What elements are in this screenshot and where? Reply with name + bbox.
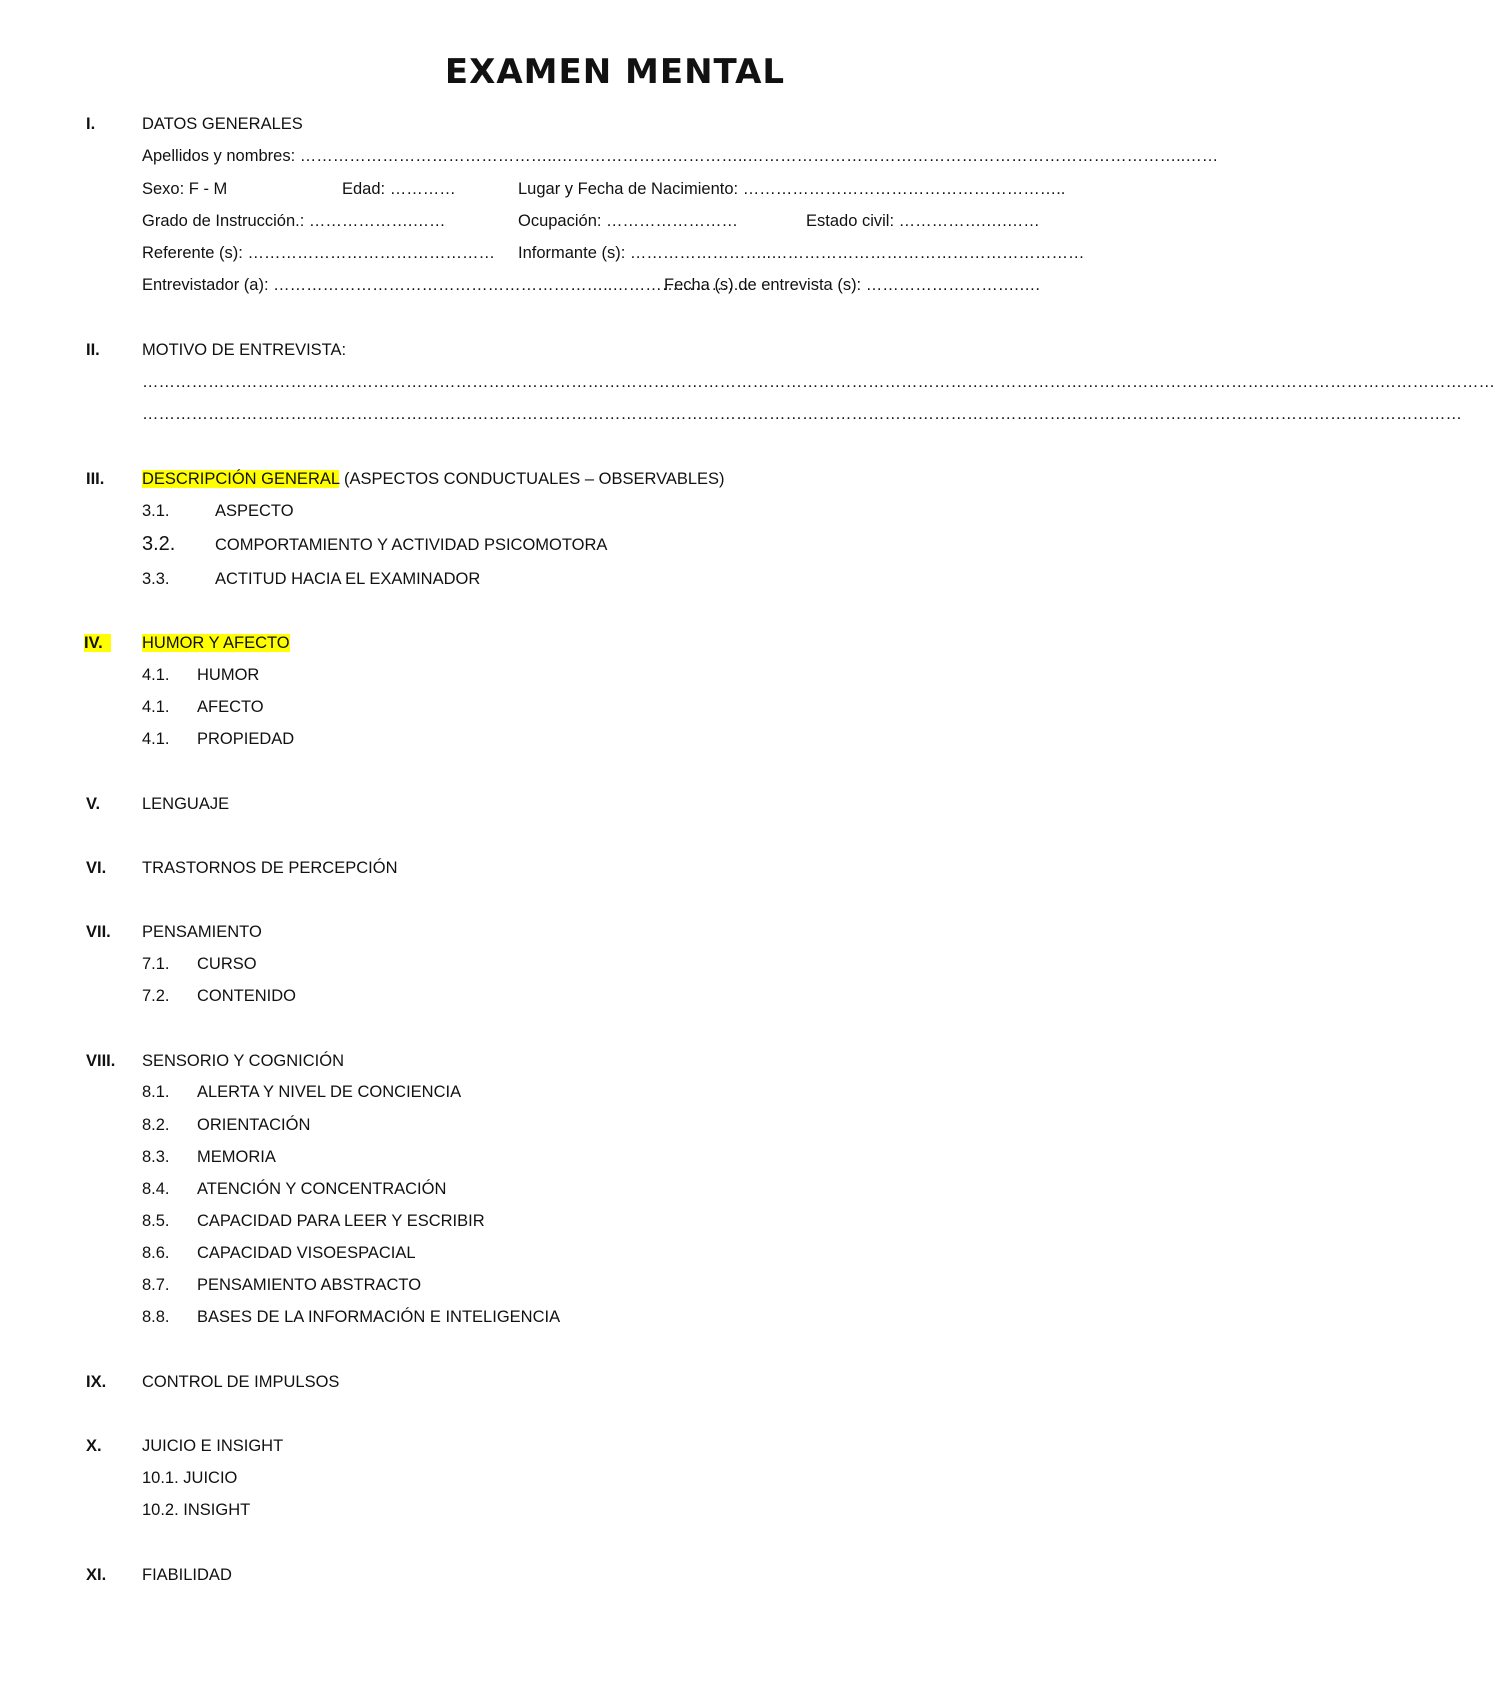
subsection-label: 10.2. INSIGHT <box>142 1501 251 1519</box>
subsection-label: 10.1. JUICIO <box>142 1469 238 1487</box>
section-number: VII. <box>86 923 111 941</box>
subsection-label: HUMOR <box>197 666 260 684</box>
subsection-label: ORIENTACIÓN <box>197 1116 311 1134</box>
subsection-number: 7.2. <box>142 987 170 1005</box>
document-title: EXAMEN MENTAL <box>444 52 786 92</box>
subsection-number: 3.2. <box>142 533 176 555</box>
field-lugar-fecha-nacimiento: Lugar y Fecha de Nacimiento: ………………………………………………….. <box>518 180 1066 198</box>
subsection-label: BASES DE LA INFORMACIÓN E INTELIGENCIA <box>197 1308 561 1326</box>
field-estado-civil: Estado civil: …………….….…… <box>806 212 1040 230</box>
highlighted-title: HUMOR Y AFECTO <box>142 634 290 652</box>
section-title <box>142 634 290 653</box>
section-number: V. <box>86 795 101 813</box>
subsection-label: ACTITUD HACIA EL EXAMINADOR <box>215 570 481 588</box>
subsection-number: 8.3. <box>142 1148 170 1166</box>
subsection-label: PROPIEDAD <box>197 730 295 748</box>
section-title: CONTROL DE IMPULSOS <box>142 1373 340 1391</box>
section-title: PENSAMIENTO <box>142 923 262 941</box>
subsection-number: 8.7. <box>142 1276 170 1294</box>
subsection-number: 8.8. <box>142 1308 170 1326</box>
highlighted-number: IV. <box>84 634 111 652</box>
subsection-label: AFECTO <box>197 698 264 716</box>
subsection-number: 8.1. <box>142 1083 170 1101</box>
section-number <box>84 634 111 653</box>
subsection-number: 4.1. <box>142 730 170 748</box>
subsection-label: MEMORIA <box>197 1148 276 1166</box>
section-number: I. <box>86 115 96 133</box>
subsection-label: PENSAMIENTO ABSTRACTO <box>197 1276 422 1294</box>
subsection-label: ALERTA Y NIVEL DE CONCIENCIA <box>197 1083 462 1101</box>
field-apellidos: Apellidos y nombres: ………………………………………..……………………………..……………………………………………………………………..…… <box>142 147 1219 165</box>
subsection-number: 4.1. <box>142 666 170 684</box>
field-sexo: Sexo: F - M <box>142 180 228 198</box>
subsection-label: ASPECTO <box>215 502 294 520</box>
section-title: SENSORIO Y COGNICIÓN <box>142 1052 345 1070</box>
section-number: VI. <box>86 859 107 877</box>
subsection-number: 3.1. <box>142 502 170 520</box>
subsection-number: 8.6. <box>142 1244 170 1262</box>
field-ocupacion: Ocupación: …………………… <box>518 212 739 230</box>
field-edad: Edad: ………… <box>342 180 456 198</box>
section-number: IX. <box>86 1373 107 1391</box>
dotted-line: …………………………………………………………………………………………………………………………………………………………………………………………………………………… <box>142 405 1462 423</box>
subsection-number: 8.5. <box>142 1212 170 1230</box>
subsection-label: CURSO <box>197 955 257 973</box>
subsection-label: COMPORTAMIENTO Y ACTIVIDAD PSICOMOTORA <box>215 536 608 554</box>
section-number: X. <box>86 1437 102 1455</box>
field-referente: Referente (s): ……………………………………… <box>142 244 495 262</box>
field-fecha-entrevista: Fecha (s) de entrevista (s): ……………………….…. <box>664 276 1040 294</box>
subsection-label: CAPACIDAD VISOESPACIAL <box>197 1244 416 1262</box>
section-title: LENGUAJE <box>142 795 230 813</box>
subsection-number: 8.2. <box>142 1116 170 1134</box>
subsection-number: 7.1. <box>142 955 170 973</box>
section-title: MOTIVO DE ENTREVISTA: <box>142 341 347 359</box>
field-entrevistador: Entrevistador (a): ……………………………………………………..……………………. <box>142 276 749 294</box>
subsection-label: CAPACIDAD PARA LEER Y ESCRIBIR <box>197 1212 485 1230</box>
dotted-line: ………………………………………………………………………………………………………………………………………………………………………………………………………………………… <box>142 373 1495 391</box>
section-title: TRASTORNOS DE PERCEPCIÓN <box>142 859 398 877</box>
field-grado-instruccion: Grado de Instrucción.: ……………….…… <box>142 212 446 230</box>
title-rest: (ASPECTOS CONDUCTUALES – OBSERVABLES) <box>339 470 725 488</box>
field-informante: Informante (s): ……………………..………………………………………………… <box>518 244 1085 262</box>
section-number: III. <box>86 470 105 488</box>
highlighted-title: DESCRIPCIÓN GENERAL <box>142 470 340 488</box>
section-title: DATOS GENERALES <box>142 115 303 133</box>
section-title: FIABILIDAD <box>142 1566 232 1584</box>
subsection-number: 3.3. <box>142 570 170 588</box>
section-number: II. <box>86 341 100 359</box>
subsection-number: 8.4. <box>142 1180 170 1198</box>
section-title: JUICIO E INSIGHT <box>142 1437 284 1455</box>
section-number: VIII. <box>86 1052 116 1070</box>
subsection-label: CONTENIDO <box>197 987 296 1005</box>
section-number: XI. <box>86 1566 107 1584</box>
subsection-number: 4.1. <box>142 698 170 716</box>
subsection-label: ATENCIÓN Y CONCENTRACIÓN <box>197 1180 447 1198</box>
section-title <box>142 470 725 489</box>
